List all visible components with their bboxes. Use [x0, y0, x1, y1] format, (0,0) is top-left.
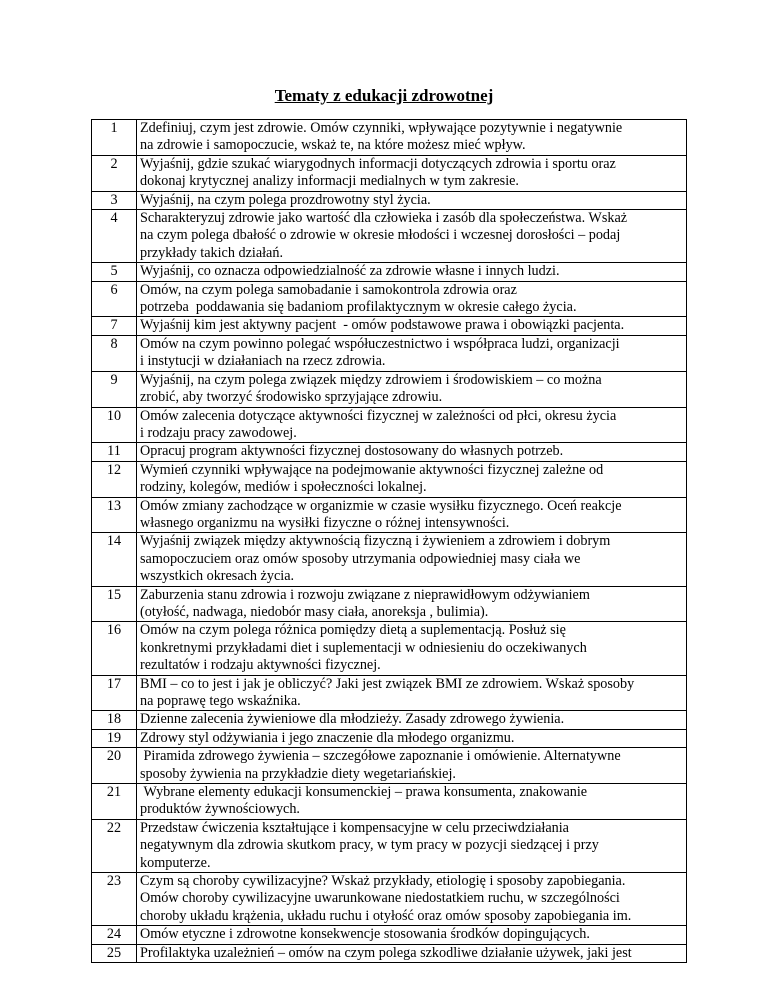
table-row [92, 210, 687, 263]
table-row [92, 675, 687, 711]
topic-text: Zdrowy styl odżywiania i jego znaczenie dla młodego organizmu. [137, 729, 687, 747]
topics-table-body [92, 120, 687, 963]
topic-number: 12 [92, 461, 137, 497]
topic-number: 23 [92, 873, 137, 926]
topic-number: 7 [92, 317, 137, 335]
topic-number: 4 [92, 210, 137, 263]
table-row [92, 443, 687, 461]
page-title: Tematy z edukacji zdrowotnej [274, 86, 494, 105]
topic-text: Wyjaśnij, na czym polega związek między zdrowiem i środowiskiem – co można zrobić, aby tworzyć środowisko sprzyjające zdrowiu. [137, 371, 687, 407]
table-row [92, 371, 687, 407]
topic-number: 15 [92, 586, 137, 622]
table-row [92, 926, 687, 944]
topic-text: Wyjaśnij, na czym polega prozdrowotny styl życia. [137, 191, 687, 209]
topic-text: Wyjaśnij, co oznacza odpowiedzialność za zdrowie własne i innych ludzi. [137, 263, 687, 281]
topic-text: Omów etyczne i zdrowotne konsekwencje stosowania środków dopingujących. [137, 926, 687, 944]
topic-number: 9 [92, 371, 137, 407]
table-row [92, 533, 687, 586]
topic-number: 13 [92, 497, 137, 533]
table-row [92, 748, 687, 784]
table-row [92, 263, 687, 281]
topic-number: 25 [92, 944, 137, 962]
topic-number: 2 [92, 155, 137, 191]
table-row [92, 784, 687, 820]
topic-number: 17 [92, 675, 137, 711]
table-row [92, 711, 687, 729]
table-row [92, 622, 687, 675]
topic-number: 24 [92, 926, 137, 944]
topic-number: 16 [92, 622, 137, 675]
topic-text: Wyjaśnij, gdzie szukać wiarygodnych informacji dotyczących zdrowia i sportu oraz dokonaj krytycznej analizy informacji medialnych w tym zakresie. [137, 155, 687, 191]
topic-text: Wyjaśnij kim jest aktywny pacjent - omów podstawowe prawa i obowiązki pacjenta. [137, 317, 687, 335]
topic-number: 6 [92, 281, 137, 317]
topic-number: 3 [92, 191, 137, 209]
table-row [92, 120, 687, 156]
topic-text: Omów zmiany zachodzące w organizmie w czasie wysiłku fizycznego. Oceń reakcje własnego organizmu na wysiłki fizyczne o różnej intensywności. [137, 497, 687, 533]
topic-text: Omów na czym powinno polegać współuczestnictwo i współpraca ludzi, organizacji i instytucji w działaniach na rzecz zdrowia. [137, 335, 687, 371]
topic-text: Omów, na czym polega samobadanie i samokontrola zdrowia oraz potrzeba poddawania się badaniom profilaktycznym w okresie całego życia. [137, 281, 687, 317]
topic-text: Profilaktyka uzależnień – omów na czym polega szkodliwe działanie używek, jaki jest [137, 944, 687, 962]
table-row [92, 407, 687, 443]
topic-text: Dzienne zalecenia żywieniowe dla młodzieży. Zasady zdrowego żywienia. [137, 711, 687, 729]
topic-number: 11 [92, 443, 137, 461]
topic-number: 19 [92, 729, 137, 747]
topic-number: 10 [92, 407, 137, 443]
table-row [92, 497, 687, 533]
topic-number: 5 [92, 263, 137, 281]
table-row [92, 191, 687, 209]
topic-text: Zdefiniuj, czym jest zdrowie. Omów czynniki, wpływające pozytywnie i negatywnie na zdrowie i samopoczucie, wskaż te, na które możesz mieć wpływ. [137, 120, 687, 156]
topic-text: Wymień czynniki wpływające na podejmowanie aktywności fizycznej zależne od rodziny, kolegów, mediów i społeczności lokalnej. [137, 461, 687, 497]
table-row [92, 873, 687, 926]
topics-table [91, 119, 687, 963]
topic-number: 14 [92, 533, 137, 586]
topic-number: 22 [92, 819, 137, 872]
table-row [92, 281, 687, 317]
topic-text: Scharakteryzuj zdrowie jako wartość dla człowieka i zasób dla społeczeństwa. Wskaż na czym polega dbałość o zdrowie w okresie młodości i wczesnej dorosłości – podaj przykłady takich działań. [137, 210, 687, 263]
table-row [92, 944, 687, 962]
table-row [92, 819, 687, 872]
table-row [92, 461, 687, 497]
topic-number: 8 [92, 335, 137, 371]
topic-text: Zaburzenia stanu zdrowia i rozwoju związane z nieprawidłowym odżywianiem (otyłość, nadwaga, niedobór masy ciała, anoreksja , bulimia). [137, 586, 687, 622]
topic-number: 18 [92, 711, 137, 729]
topic-text: Piramida zdrowego żywienia – szczegółowe zapoznanie i omówienie. Alternatywne sposoby żywienia na przykładzie diety wegetariańskiej. [137, 748, 687, 784]
table-row [92, 586, 687, 622]
topic-text: Omów na czym polega różnica pomiędzy dietą a suplementacją. Posłuż się konkretnymi przykładami diet i suplementacji w odniesieniu do oczekiwanych rezultatów i rodzaju aktywności fizycznej. [137, 622, 687, 675]
table-row [92, 317, 687, 335]
table-row [92, 155, 687, 191]
topic-text: BMI – co to jest i jak je obliczyć? Jaki jest związek BMI ze zdrowiem. Wskaż sposoby na poprawę tego wskaźnika. [137, 675, 687, 711]
topic-number: 1 [92, 120, 137, 156]
topic-text: Omów zalecenia dotyczące aktywności fizycznej w zależności od płci, okresu życia i rodzaju pracy zawodowej. [137, 407, 687, 443]
topic-text: Czym są choroby cywilizacyjne? Wskaż przykłady, etiologię i sposoby zapobiegania. Omów choroby cywilizacyjne uwarunkowane niedostatkiem ruchu, w szczególności choroby układu krążenia, układu ruchu i otyłość oraz omów sposoby zapobiegania im. [137, 873, 687, 926]
topic-text: Wybrane elementy edukacji konsumenckiej – prawa konsumenta, znakowanie produktów żywnościowych. [137, 784, 687, 820]
topic-text: Wyjaśnij związek między aktywnością fizyczną i żywieniem a zdrowiem i dobrym samopoczuciem oraz omów sposoby utrzymania odpowiedniej masy ciała we wszystkich okresach życia. [137, 533, 687, 586]
topic-text: Przedstaw ćwiczenia kształtujące i kompensacyjne w celu przeciwdziałania negatywnym dla zdrowia skutkom pracy, w tym pracy w pozycji siedzącej i przy komputerze. [137, 819, 687, 872]
topic-number: 20 [92, 748, 137, 784]
topic-text: Opracuj program aktywności fizycznej dostosowany do własnych potrzeb. [137, 443, 687, 461]
table-row [92, 729, 687, 747]
topic-number: 21 [92, 784, 137, 820]
table-row [92, 335, 687, 371]
